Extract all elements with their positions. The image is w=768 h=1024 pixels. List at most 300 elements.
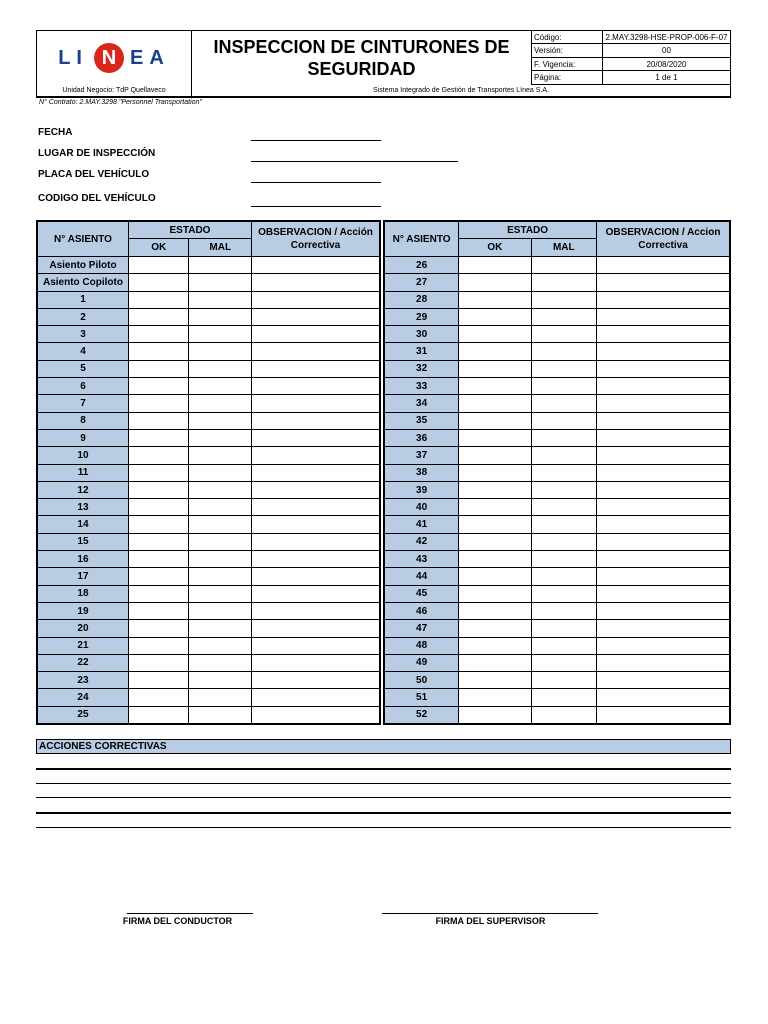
ok-cell[interactable] [128, 308, 189, 325]
mal-cell[interactable] [189, 516, 252, 533]
ok-cell[interactable] [128, 551, 189, 568]
col-header-mal: MAL [189, 239, 252, 257]
firma-conductor-label: FIRMA DEL CONDUCTOR [122, 916, 233, 926]
document-title: INSPECCION DE CINTURONES DE SEGURIDAD [192, 31, 532, 85]
observacion-cell[interactable] [252, 429, 380, 446]
seat-label: 19 [37, 602, 128, 619]
seat-label: 42 [384, 533, 459, 550]
observacion-cell[interactable] [597, 343, 730, 360]
seat-label: 9 [37, 429, 128, 446]
col-header-asiento: N° ASIENTO [384, 221, 459, 257]
ok-cell[interactable] [128, 654, 189, 671]
logo-letter: E [129, 46, 150, 69]
seat-label: 37 [384, 447, 459, 464]
meta-row [532, 57, 730, 71]
seat-label: 16 [37, 551, 128, 568]
ok-cell[interactable] [459, 568, 531, 585]
observacion-cell[interactable] [252, 568, 380, 585]
meta-value: 2.MAY.3298-HSE-PROP-006-F-07 [603, 31, 731, 44]
mal-cell[interactable] [531, 516, 597, 533]
observacion-cell[interactable] [597, 464, 730, 481]
observacion-cell[interactable] [252, 481, 380, 498]
seat-row [37, 689, 380, 706]
observacion-cell[interactable] [597, 429, 730, 446]
ok-cell[interactable] [128, 274, 189, 291]
meta-value: 20/08/2020 [603, 57, 731, 71]
mal-cell[interactable] [531, 395, 597, 412]
seat-label: 36 [384, 429, 459, 446]
seat-row [37, 499, 380, 516]
mal-cell[interactable] [189, 551, 252, 568]
mal-cell[interactable] [189, 620, 252, 637]
observacion-cell[interactable] [252, 551, 380, 568]
seat-row [384, 499, 730, 516]
seat-label: 15 [37, 533, 128, 550]
observacion-cell[interactable] [597, 533, 730, 550]
ok-cell[interactable] [459, 291, 531, 308]
seat-row [37, 395, 380, 412]
observacion-cell[interactable] [597, 395, 730, 412]
mal-cell[interactable] [531, 464, 597, 481]
mal-cell[interactable] [189, 274, 252, 291]
seat-label: 2 [37, 308, 128, 325]
observacion-cell[interactable] [597, 672, 730, 689]
acciones-line[interactable] [36, 797, 731, 798]
observacion-cell[interactable] [252, 395, 380, 412]
observacion-cell[interactable] [252, 620, 380, 637]
seat-rows-right [384, 257, 730, 725]
observacion-cell[interactable] [597, 291, 730, 308]
seat-row [384, 585, 730, 602]
seat-rows-left [37, 257, 380, 725]
col-header-estado: ESTADO [459, 221, 597, 239]
seat-label: 43 [384, 551, 459, 568]
ok-cell[interactable] [459, 464, 531, 481]
seat-row [384, 551, 730, 568]
observacion-cell[interactable] [597, 585, 730, 602]
fecha-field[interactable] [251, 140, 381, 141]
meta-row [532, 71, 730, 85]
observacion-cell[interactable] [597, 654, 730, 671]
mal-cell[interactable] [531, 689, 597, 706]
observacion-cell[interactable] [597, 516, 730, 533]
ok-cell[interactable] [128, 585, 189, 602]
company-logo [37, 31, 192, 85]
seat-label: 17 [37, 568, 128, 585]
mal-cell[interactable] [189, 706, 252, 724]
seat-label: 40 [384, 499, 459, 516]
unidad-negocio: Unidad Negocio: TdP Quellaveco [37, 85, 192, 96]
observacion-cell[interactable] [597, 499, 730, 516]
ok-cell[interactable] [128, 291, 189, 308]
ok-cell[interactable] [459, 516, 531, 533]
ok-cell[interactable] [459, 585, 531, 602]
observacion-cell[interactable] [597, 481, 730, 498]
ok-cell[interactable] [128, 464, 189, 481]
ok-cell[interactable] [128, 343, 189, 360]
col-header-observacion: OBSERVACION / Acción Correctiva [252, 221, 380, 257]
observacion-cell[interactable] [252, 291, 380, 308]
logo-letter: I [76, 46, 88, 69]
codigo-label: CODIGO DEL VEHÍCULO [38, 193, 156, 204]
firma-supervisor-line[interactable] [382, 913, 598, 914]
mal-cell[interactable] [189, 412, 252, 429]
ok-cell[interactable] [459, 257, 531, 274]
seat-label: 39 [384, 481, 459, 498]
col-header-observacion: OBSERVACION / Accion Correctiva [597, 221, 730, 257]
ok-cell[interactable] [459, 429, 531, 446]
acciones-line[interactable] [36, 827, 731, 828]
contrato-text: N° Contrato: 2.MAY.3298 "Personnel Transportation" [39, 99, 202, 106]
observacion-cell[interactable] [597, 360, 730, 377]
observacion-cell[interactable] [597, 274, 730, 291]
mal-cell[interactable] [531, 378, 597, 395]
seat-row [384, 274, 730, 291]
seat-row [37, 308, 380, 325]
observacion-cell[interactable] [597, 326, 730, 343]
seat-label: 47 [384, 620, 459, 637]
mal-cell[interactable] [531, 654, 597, 671]
seat-row [384, 533, 730, 550]
mal-cell[interactable] [189, 308, 252, 325]
seat-row [384, 620, 730, 637]
fecha-label: FECHA [38, 127, 73, 138]
seat-label: 12 [37, 481, 128, 498]
mal-cell[interactable] [189, 447, 252, 464]
seat-row [384, 568, 730, 585]
observacion-cell[interactable] [597, 257, 730, 274]
mal-cell[interactable] [189, 464, 252, 481]
ok-cell[interactable] [128, 620, 189, 637]
seat-row [37, 360, 380, 377]
ok-cell[interactable] [459, 343, 531, 360]
ok-cell[interactable] [128, 499, 189, 516]
mal-cell[interactable] [189, 654, 252, 671]
seat-row [384, 291, 730, 308]
seat-row [384, 412, 730, 429]
mal-cell[interactable] [531, 481, 597, 498]
header-subrow [37, 85, 730, 97]
seat-row [384, 326, 730, 343]
ok-cell[interactable] [459, 308, 531, 325]
observacion-cell[interactable] [252, 533, 380, 550]
seat-row [37, 602, 380, 619]
mal-cell[interactable] [189, 257, 252, 274]
meta-label: Versión: [532, 44, 603, 58]
mal-cell[interactable] [189, 360, 252, 377]
ok-cell[interactable] [459, 672, 531, 689]
ok-cell[interactable] [128, 447, 189, 464]
mal-cell[interactable] [531, 551, 597, 568]
observacion-cell[interactable] [597, 689, 730, 706]
mal-cell[interactable] [189, 568, 252, 585]
ok-cell[interactable] [459, 551, 531, 568]
ok-cell[interactable] [459, 620, 531, 637]
ok-cell[interactable] [128, 672, 189, 689]
observacion-cell[interactable] [597, 620, 730, 637]
seat-table-left [36, 220, 381, 725]
logo-letter-circle: N [94, 43, 124, 73]
seat-label: 26 [384, 257, 459, 274]
seat-row [37, 291, 380, 308]
observacion-cell[interactable] [597, 706, 730, 724]
observacion-cell[interactable] [252, 689, 380, 706]
acciones-line[interactable] [36, 812, 731, 814]
mal-cell[interactable] [531, 326, 597, 343]
observacion-cell[interactable] [252, 516, 380, 533]
ok-cell[interactable] [128, 689, 189, 706]
seat-row [384, 516, 730, 533]
observacion-cell[interactable] [252, 464, 380, 481]
seat-label: 35 [384, 412, 459, 429]
seat-row [37, 620, 380, 637]
seat-label: 7 [37, 395, 128, 412]
ok-cell[interactable] [128, 516, 189, 533]
mal-cell[interactable] [531, 274, 597, 291]
mal-cell[interactable] [531, 706, 597, 724]
observacion-cell[interactable] [252, 706, 380, 724]
seat-row [384, 464, 730, 481]
mal-cell[interactable] [531, 533, 597, 550]
mal-cell[interactable] [189, 533, 252, 550]
seat-label: 45 [384, 585, 459, 602]
seat-label: 41 [384, 516, 459, 533]
ok-cell[interactable] [128, 395, 189, 412]
seat-row [37, 378, 380, 395]
acciones-line[interactable] [36, 768, 731, 770]
acciones-line[interactable] [36, 783, 731, 784]
seat-label: 29 [384, 308, 459, 325]
seat-label: 31 [384, 343, 459, 360]
seat-label: 27 [384, 274, 459, 291]
seat-row [37, 343, 380, 360]
ok-cell[interactable] [128, 429, 189, 446]
document-control-table [532, 31, 730, 85]
seat-label: 14 [37, 516, 128, 533]
mal-cell[interactable] [189, 291, 252, 308]
meta-label: Código: [532, 31, 603, 44]
seat-row [37, 257, 380, 274]
mal-cell[interactable] [189, 343, 252, 360]
observacion-cell[interactable] [252, 672, 380, 689]
meta-value: 00 [603, 44, 731, 58]
seat-row [37, 516, 380, 533]
ok-cell[interactable] [128, 360, 189, 377]
observacion-cell[interactable] [252, 499, 380, 516]
seat-label: 34 [384, 395, 459, 412]
mal-cell[interactable] [531, 257, 597, 274]
ok-cell[interactable] [128, 481, 189, 498]
meta-label: F. Vigencia: [532, 57, 603, 71]
mal-cell[interactable] [531, 672, 597, 689]
mal-cell[interactable] [189, 326, 252, 343]
mal-cell[interactable] [531, 291, 597, 308]
observacion-cell[interactable] [252, 637, 380, 654]
seat-label: 21 [37, 637, 128, 654]
ok-cell[interactable] [459, 602, 531, 619]
ok-cell[interactable] [459, 412, 531, 429]
seat-row [37, 326, 380, 343]
mal-cell[interactable] [531, 637, 597, 654]
ok-cell[interactable] [459, 326, 531, 343]
seat-label: 1 [37, 291, 128, 308]
sistema-integrado: Sistema Integrado de Gestión de Transportes Línea S.A. [373, 87, 549, 94]
mal-cell[interactable] [189, 585, 252, 602]
seat-row [384, 689, 730, 706]
meta-row [532, 44, 730, 58]
seat-row [384, 343, 730, 360]
observacion-cell[interactable] [252, 343, 380, 360]
observacion-cell[interactable] [597, 378, 730, 395]
acciones-correctivas-header: ACCIONES CORRECTIVAS [36, 739, 731, 754]
mal-cell[interactable] [189, 429, 252, 446]
observacion-cell[interactable] [252, 308, 380, 325]
seat-table-right [383, 220, 731, 725]
col-header-mal: MAL [531, 239, 597, 257]
seat-row [37, 654, 380, 671]
mal-cell[interactable] [189, 378, 252, 395]
observacion-cell[interactable] [597, 551, 730, 568]
firma-supervisor-label: FIRMA DEL SUPERVISOR [435, 916, 546, 926]
mal-cell[interactable] [531, 429, 597, 446]
seat-row [384, 447, 730, 464]
mal-cell[interactable] [531, 585, 597, 602]
observacion-cell[interactable] [252, 274, 380, 291]
observacion-cell[interactable] [252, 360, 380, 377]
ok-cell[interactable] [459, 395, 531, 412]
seat-row [37, 637, 380, 654]
ok-cell[interactable] [459, 447, 531, 464]
seat-label: 18 [37, 585, 128, 602]
mal-cell[interactable] [189, 637, 252, 654]
col-header-asiento: N° ASIENTO [37, 221, 128, 257]
logo-letter: L [58, 46, 77, 69]
ok-cell[interactable] [459, 499, 531, 516]
mal-cell[interactable] [531, 343, 597, 360]
mal-cell[interactable] [189, 689, 252, 706]
observacion-cell[interactable] [597, 412, 730, 429]
ok-cell[interactable] [128, 257, 189, 274]
seat-row [384, 602, 730, 619]
ok-cell[interactable] [128, 378, 189, 395]
ok-cell[interactable] [459, 637, 531, 654]
ok-cell[interactable] [459, 378, 531, 395]
seat-row [37, 706, 380, 724]
observacion-cell[interactable] [252, 326, 380, 343]
seat-row [37, 447, 380, 464]
ok-cell[interactable] [128, 637, 189, 654]
seat-row [37, 481, 380, 498]
mal-cell[interactable] [531, 568, 597, 585]
observacion-cell[interactable] [597, 637, 730, 654]
seat-label: 48 [384, 637, 459, 654]
observacion-cell[interactable] [252, 378, 380, 395]
observacion-cell[interactable] [597, 308, 730, 325]
seat-label: 11 [37, 464, 128, 481]
mal-cell[interactable] [531, 620, 597, 637]
ok-cell[interactable] [459, 654, 531, 671]
mal-cell[interactable] [189, 672, 252, 689]
codigo-field[interactable] [251, 206, 381, 207]
observacion-cell[interactable] [252, 257, 380, 274]
observacion-cell[interactable] [597, 602, 730, 619]
seat-label: Asiento Copiloto [37, 274, 128, 291]
mal-cell[interactable] [189, 602, 252, 619]
seat-label: 22 [37, 654, 128, 671]
seat-row [37, 412, 380, 429]
seat-row [384, 395, 730, 412]
seat-label: 49 [384, 654, 459, 671]
observacion-cell[interactable] [252, 602, 380, 619]
seat-label: 13 [37, 499, 128, 516]
mal-cell[interactable] [189, 395, 252, 412]
ok-cell[interactable] [128, 412, 189, 429]
seat-label: 25 [37, 706, 128, 724]
seat-row [384, 360, 730, 377]
col-header-ok: OK [459, 239, 531, 257]
observacion-cell[interactable] [252, 412, 380, 429]
mal-cell[interactable] [189, 499, 252, 516]
ok-cell[interactable] [459, 533, 531, 550]
mal-cell[interactable] [531, 499, 597, 516]
seat-row [384, 481, 730, 498]
placa-label: PLACA DEL VEHÍCULO [38, 169, 150, 180]
placa-field[interactable] [251, 182, 381, 183]
mal-cell[interactable] [531, 447, 597, 464]
col-header-ok: OK [128, 239, 189, 257]
mal-cell[interactable] [531, 412, 597, 429]
mal-cell[interactable] [531, 360, 597, 377]
mal-cell[interactable] [189, 481, 252, 498]
seat-row [37, 464, 380, 481]
observacion-cell[interactable] [252, 654, 380, 671]
observacion-cell[interactable] [252, 447, 380, 464]
seat-label: 6 [37, 378, 128, 395]
seat-label: 30 [384, 326, 459, 343]
seat-label: 5 [37, 360, 128, 377]
seat-row [37, 585, 380, 602]
ok-cell[interactable] [459, 689, 531, 706]
seat-label: 20 [37, 620, 128, 637]
seat-label: 23 [37, 672, 128, 689]
mal-cell[interactable] [531, 602, 597, 619]
ok-cell[interactable] [459, 360, 531, 377]
ok-cell[interactable] [459, 481, 531, 498]
ok-cell[interactable] [128, 568, 189, 585]
observacion-cell[interactable] [597, 447, 730, 464]
seat-label: 46 [384, 602, 459, 619]
seat-label: 10 [37, 447, 128, 464]
seat-row [37, 533, 380, 550]
ok-cell[interactable] [459, 274, 531, 291]
firma-conductor-line[interactable] [127, 913, 253, 914]
seat-label: 28 [384, 291, 459, 308]
seat-row [384, 308, 730, 325]
lugar-field[interactable] [251, 161, 458, 162]
mal-cell[interactable] [531, 308, 597, 325]
seat-label: 38 [384, 464, 459, 481]
ok-cell[interactable] [128, 602, 189, 619]
meta-label: Página: [532, 71, 603, 85]
ok-cell[interactable] [128, 533, 189, 550]
seat-row [37, 551, 380, 568]
ok-cell[interactable] [128, 706, 189, 724]
ok-cell[interactable] [128, 326, 189, 343]
seat-label: 50 [384, 672, 459, 689]
observacion-cell[interactable] [597, 568, 730, 585]
observacion-cell[interactable] [252, 585, 380, 602]
ok-cell[interactable] [459, 706, 531, 724]
